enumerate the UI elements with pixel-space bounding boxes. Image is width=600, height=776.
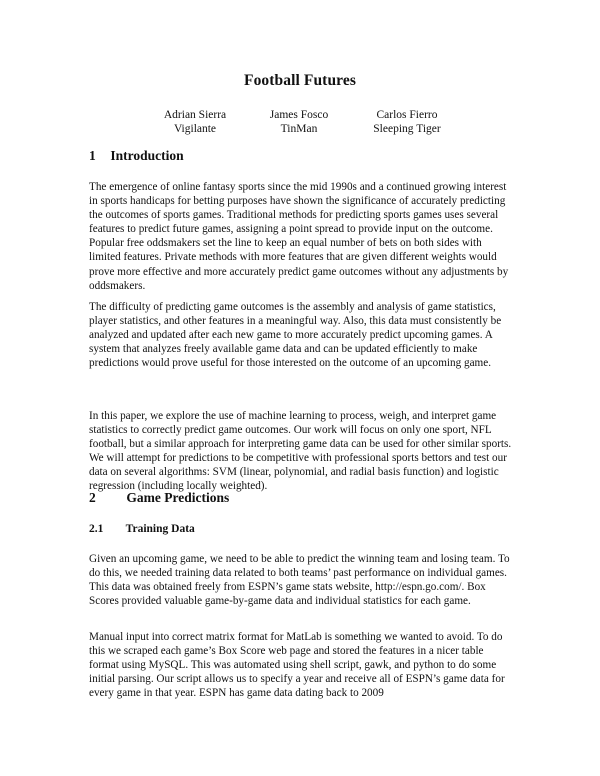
- paragraph: In this paper, we explore the use of machine learning to process, weigh, and interpret game statistics to correctly predict game outcomes. Our work will focus on only one sport, NFL football, but a similar approach for interpreting game data can be used for other similar sports. We will attempt for predictions to be competitive with professional sports bettors and test our data on several algorithms: SVM (linear, polynomial, and radial basis function) and logistic regression (including locally weighted).: [89, 410, 512, 493]
- paragraph: Given an upcoming game, we need to be able to predict the winning team and losing team. To do this, we needed training data related to both teams’ past performance on individual games. This data was obtained freely from ESPN’s game stats website, http://espn.go.com/. Box Scores provided valuable game-by-game data and individual statistics for each game.: [89, 553, 510, 608]
- subsection-title: Training Data: [125, 523, 195, 535]
- section-heading-introduction: [89, 148, 184, 164]
- paragraph: Manual input into correct matrix format for MatLab is something we wanted to avoid. To do this we scraped each game’s Box Score web page and stored the features in a nicer table format using MySQL. This was automated using shell script, gawk, and python to do some initial parsing. Our script allows us to specify a year and receive all of ESPN’s game data for every game in that year. ESPN has game data dating back to 2009: [89, 631, 505, 700]
- author-block: [244, 108, 354, 136]
- author-name: James Fosco: [269, 109, 329, 121]
- section-number: 2: [89, 490, 96, 505]
- author-alias: Vigilante: [173, 123, 217, 135]
- author-name: Adrian Sierra: [163, 109, 227, 121]
- subsection-number: 2.1: [89, 523, 104, 535]
- paragraph: The difficulty of predicting game outcomes is the assembly and analysis of game statistics, player statistics, and other features in a meaningful way. Also, this data must consistently be analyzed and updated after each new game to more accurately predict upcoming games. A system that analyzes freely available game data and can be updated efficiently to make predictions would prove useful for those interested on the outcome of an upcoming game.: [89, 301, 502, 370]
- section-heading-game-predictions: [89, 490, 229, 506]
- author-block: [140, 108, 250, 136]
- author-block: [352, 108, 462, 136]
- paper-title: Football Futures: [244, 72, 356, 89]
- author-alias: TinMan: [280, 123, 318, 135]
- section-number: 1: [89, 148, 96, 163]
- section-title: Introduction: [110, 148, 184, 163]
- subsection-heading-training-data: [89, 523, 195, 535]
- author-name: Carlos Fierro: [376, 109, 438, 121]
- author-alias: Sleeping Tiger: [373, 123, 441, 135]
- section-title: Game Predictions: [126, 490, 230, 505]
- paragraph: The emergence of online fantasy sports since the mid 1990s and a continued growing interest in sports handicaps for betting purposes have shown the significance of accurately predicting the outcomes of sports games. Traditional methods for predicting sports games uses several features to predict future games, assigning a point spread to provide input on the outcome. Popular free oddsmakers set the line to keep an equal number of bets on both sides with limited features. Private methods with more features that are given different weights would prove more effective and more accurately predict game outcomes without any adjustments by oddsmakers.: [89, 181, 509, 292]
